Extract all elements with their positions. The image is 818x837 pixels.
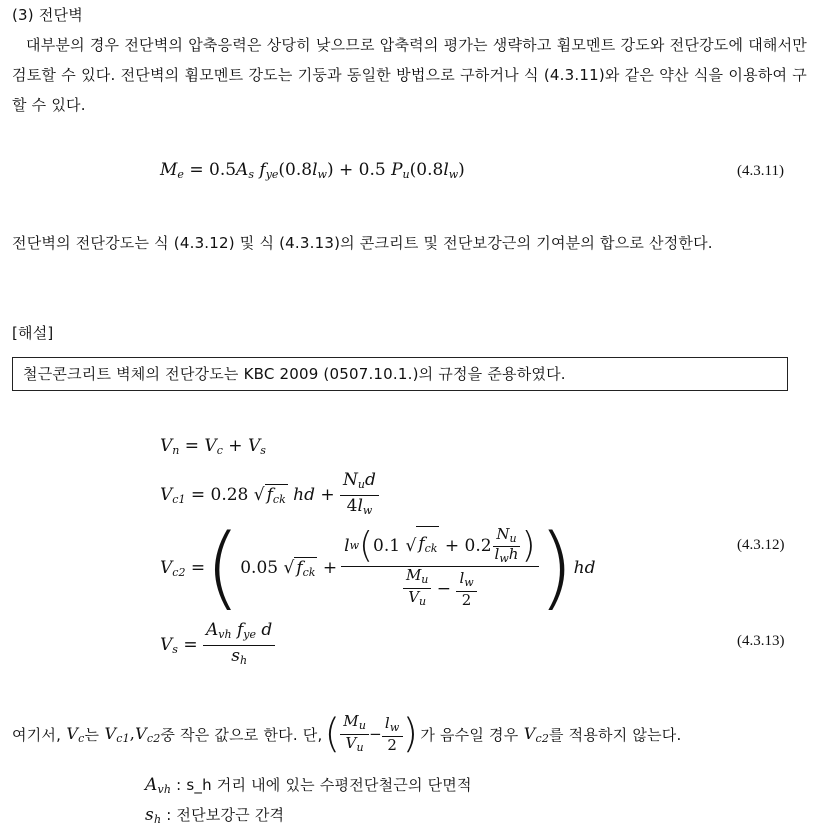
equation-number-4-3-13: (4.3.13) (737, 633, 785, 649)
equation-vn: $V_n = V_c + V_s$ (160, 436, 266, 457)
equation-number-4-3-11: (4.3.11) (737, 163, 784, 179)
section-title: (3) 전단벽 (12, 6, 83, 24)
where-is: 는 (84, 725, 100, 744)
commentary-box: 철근콘크리트 벽체의 전단강도는 KBC 2009 (0507.10.1.)의 규정을 준용하였다. (12, 357, 788, 391)
where-lead: 여기서, (12, 725, 62, 744)
equation-4-3-11: $M_e = 0.5A_s$ $f_{ye}(0.8l_w) + 0.5$ $P_u(0.8l_w)$ (160, 160, 465, 181)
equation-vs: $V_s$ = $\frac{A_{vh} f_{ye} d}{s_h}$ (160, 620, 275, 671)
definition-text: : s_h 거리 내에 있는 수평전단철근의 단면적 (176, 776, 472, 794)
definition-sh (145, 800, 284, 835)
where-clause: 여기서, $V_c$ 는 $V_{c1},V_{c2}$ 중 작은 값으로 한다. 단, ( $\frac{M_u}{V_u}$ − $\frac{l_w}{2}$ ) 가 음수일 경우 $V_{c2}$ 를 적용하지 않는다. (12, 711, 682, 757)
equation-vc1: $V_{c1} = 0.28$ √ $f_{ck}$ hd + $\frac{N_ud}{4l_w}$ (160, 470, 379, 521)
where-among: 중 작은 값으로 한다. 단, (160, 725, 323, 744)
definition-symbol: $A_{vh}$ (145, 775, 172, 796)
definition-symbol: $s_h$ (145, 805, 162, 826)
shear-strength-paragraph: 전단벽의 전단강도는 식 (4.3.12) 및 식 (4.3.13)의 콘크리트 및 전단보강근의 기여분의 합으로 산정한다. (12, 234, 713, 252)
equation-vc2: $V_{c2}$ = ( 0.05 √ $f_{ck}$ + l w ( 0.1 √ $f_{ck}$ + 0.2 $\frac{N_u}{l_wh}$ ) $\frac{M_u}{V_u}$ − $\frac{l_w}{2}$ ) hd (160, 515, 596, 620)
commentary-label: [해설] (12, 324, 54, 342)
definition-text: : 전단보강근 간격 (166, 806, 285, 824)
equation-number-4-3-12: (4.3.12) (737, 537, 785, 553)
intro-paragraph: 대부분의 경우 전단벽의 압축응력은 상당히 낮으므로 압축력의 평가는 생략하고 휨모멘트 강도와 전단강도에 대해서만 검토할 수 있다. 전단벽의 휨모멘트 강도는 기둥과 동일한 방법으로 구하거나 식 (4.3.11)와 같은 약산 식을 이용하여 구할 수 있다. (12, 36, 807, 114)
where-not-apply: 를 적용하지 않는다. (549, 725, 682, 744)
where-if-negative: 가 음수일 경우 (420, 725, 519, 744)
